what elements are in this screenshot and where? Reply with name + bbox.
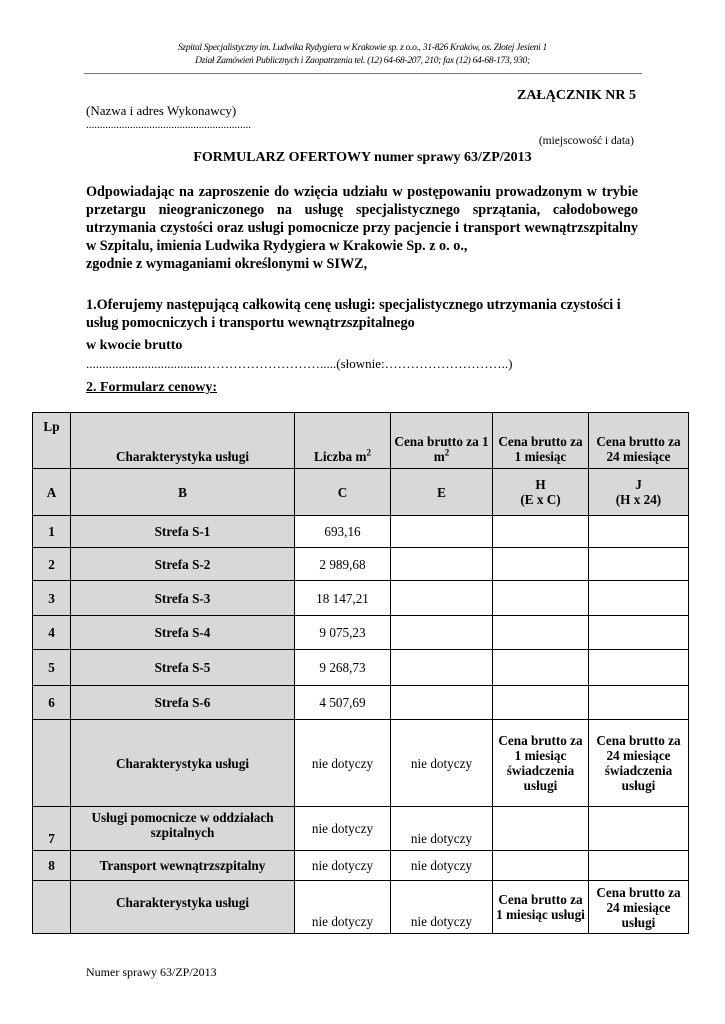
sub-header-qty: nie dotyczy [295,881,391,934]
header-service: Charakterystyka usługi [71,413,295,469]
row-lp: 2 [33,548,71,581]
letter-h: H (E x C) [493,469,589,516]
row-month-price-cell[interactable] [493,616,589,650]
table-row [33,548,689,581]
letter-j: J (H x 24) [589,469,689,516]
row-service: Usługi pomocnicze w oddziałach szpitalnych [71,807,295,851]
place-date-label: (miejscowość i data) [538,135,634,147]
row-unit-price-cell[interactable] [391,650,493,686]
row-24-month-price-cell[interactable] [589,851,689,881]
row-unit-price-cell[interactable] [391,548,493,581]
row-service: Strefa S-3 [71,581,295,616]
table-header-row [33,413,689,469]
row-24-month-price-cell[interactable] [589,516,689,548]
row-unit-price: nie dotyczy [391,807,493,851]
letter-a: A [33,469,71,516]
intro-line: zgodnie z wymaganiami określonymi w SIWZ, [86,256,368,272]
row-24-month-price-cell[interactable] [589,686,689,720]
row-month-price-cell[interactable] [493,807,589,851]
table-row [33,650,689,686]
header-24-month-price: Cena brutto za 24 miesiące [589,413,689,469]
header-lp: Lp [33,413,71,469]
row-qty: nie dotyczy [295,851,391,881]
row-qty: 693,16 [295,516,391,548]
sub-header-month: Cena brutto za 1 miesiąc usługi [493,881,589,934]
gross-amount-label: w kwocie brutto [86,338,183,353]
letter-c: C [295,469,391,516]
intro-line: utrzymania czystości oraz usługi pomocnicze przy pacjencie i transport [86,220,521,236]
price-table [32,412,689,934]
header-divider [84,73,642,74]
sub-header-row [33,720,689,807]
sub-header-unit: nie dotyczy [391,881,493,934]
sub-header-lp [33,881,71,934]
row-unit-price-cell[interactable] [391,616,493,650]
table-row [33,516,689,548]
point-1-paragraph [86,296,638,332]
row-unit-price-cell[interactable] [391,581,493,616]
row-24-month-price-cell[interactable] [589,616,689,650]
row-month-price-cell[interactable] [493,686,589,720]
row-lp: 4 [33,616,71,650]
header-qty: Liczba $m^2$ [295,413,391,469]
row-qty: 18 147,21 [295,581,391,616]
sub-header-service: Charakterystyka usługi [71,720,295,807]
section-2-title: 2. Formularz cenowy: [86,380,218,395]
contractor-dots: ............................................................ [86,119,251,131]
letter-e: E [391,469,493,516]
row-month-price-cell[interactable] [493,650,589,686]
row-24-month-price-cell[interactable] [589,650,689,686]
header-line-1: Szpital Specjalistyczny im. Ludwika Rydygiera w Krakowie sp. z o.o., 31-826 Kraków, os. Złotej Jesieni 1 [177,43,547,53]
header-month-price: Cena brutto za 1 miesiąc [493,413,589,469]
intro-line: Odpowiadając na zaproszenie do wzięcia udziału w postępowaniu prowadzonym w [86,184,598,200]
footer-case-number: Numer sprawy 63/ZP/2013 [86,965,217,979]
intro-paragraph [86,183,638,273]
intro-line: wewnątrzszpitalny w Szpitalu, imienia Ludwika Rydygiera w Krakowie Sp. z o. o., [86,220,638,254]
sub-header-unit: nie dotyczy [391,720,493,807]
row-service: Strefa S-4 [71,616,295,650]
row-lp: 7 [33,807,71,851]
row-month-price-cell[interactable] [493,516,589,548]
form-title: FORMULARZ OFERTOWY numer sprawy 63/ZP/2013 [193,150,532,165]
point-1-line: 1.Oferujemy następującą całkowitą cenę usługi: specjalistycznego utrzymania czystości i [86,297,621,313]
row-qty: 2 989,68 [295,548,391,581]
table-letters-row [33,469,689,516]
row-service: Strefa S-1 [71,516,295,548]
row-qty: nie dotyczy [295,807,391,851]
row-lp: 6 [33,686,71,720]
row-lp: 1 [33,516,71,548]
row-month-price-cell[interactable] [493,851,589,881]
row-lp: 8 [33,851,71,881]
table-row [33,581,689,616]
row-service: Strefa S-5 [71,650,295,686]
row-lp: 3 [33,581,71,616]
header-line-2: Dział Zamówień Publicznych i Zaopatrzenia tel. (12) 64-68-207, 210; fax (12) 64-68-173, 930; [195,56,530,66]
row-24-month-price-cell[interactable] [589,548,689,581]
table-row [33,807,689,851]
row-24-month-price-cell[interactable] [589,807,689,851]
row-month-price-cell[interactable] [493,548,589,581]
table-row [33,616,689,650]
row-unit-price: nie dotyczy [391,851,493,881]
table-row [33,686,689,720]
row-24-month-price-cell[interactable] [589,581,689,616]
letter-b: B [71,469,295,516]
sub-header-qty: nie dotyczy [295,720,391,807]
contractor-label: (Nazwa i adres Wykonawcy) [86,103,237,118]
sub-header-24-months: Cena brutto za 24 miesiące usługi [589,881,689,934]
row-service: Transport wewnątrzszpitalny [71,851,295,881]
row-qty: 9 268,73 [295,650,391,686]
sub-header-service: Charakterystyka usługi [71,881,295,934]
row-month-price-cell[interactable] [493,581,589,616]
row-qty: 4 507,69 [295,686,391,720]
sub-header-lp [33,720,71,807]
header-unit-price: Cena brutto za 1 $m^2$ [391,413,493,469]
sub-header-24-months: Cena brutto za 24 miesiące świadczenia usługi [589,720,689,807]
table-row [33,851,689,881]
sub-header-row [33,881,689,934]
row-unit-price-cell[interactable] [391,516,493,548]
row-service: Strefa S-2 [71,548,295,581]
gross-amount-field: ....................................……………………….....(słownie:………………………..) [86,356,513,371]
row-service: Strefa S-6 [71,686,295,720]
intro-line: trybie przetargu nieograniczonego na usługę specjalistycznego sprzątania, całodobowego [86,184,639,218]
row-qty: 9 075,23 [295,616,391,650]
point-1-line: usług pomocniczych i transportu wewnątrzszpitalnego [86,315,415,331]
sub-header-month: Cena brutto za 1 miesiąc świadczenia usługi [493,720,589,807]
row-lp: 5 [33,650,71,686]
row-unit-price-cell[interactable] [391,686,493,720]
attachment-label: ZAŁĄCZNIK NR 5 [516,88,636,103]
